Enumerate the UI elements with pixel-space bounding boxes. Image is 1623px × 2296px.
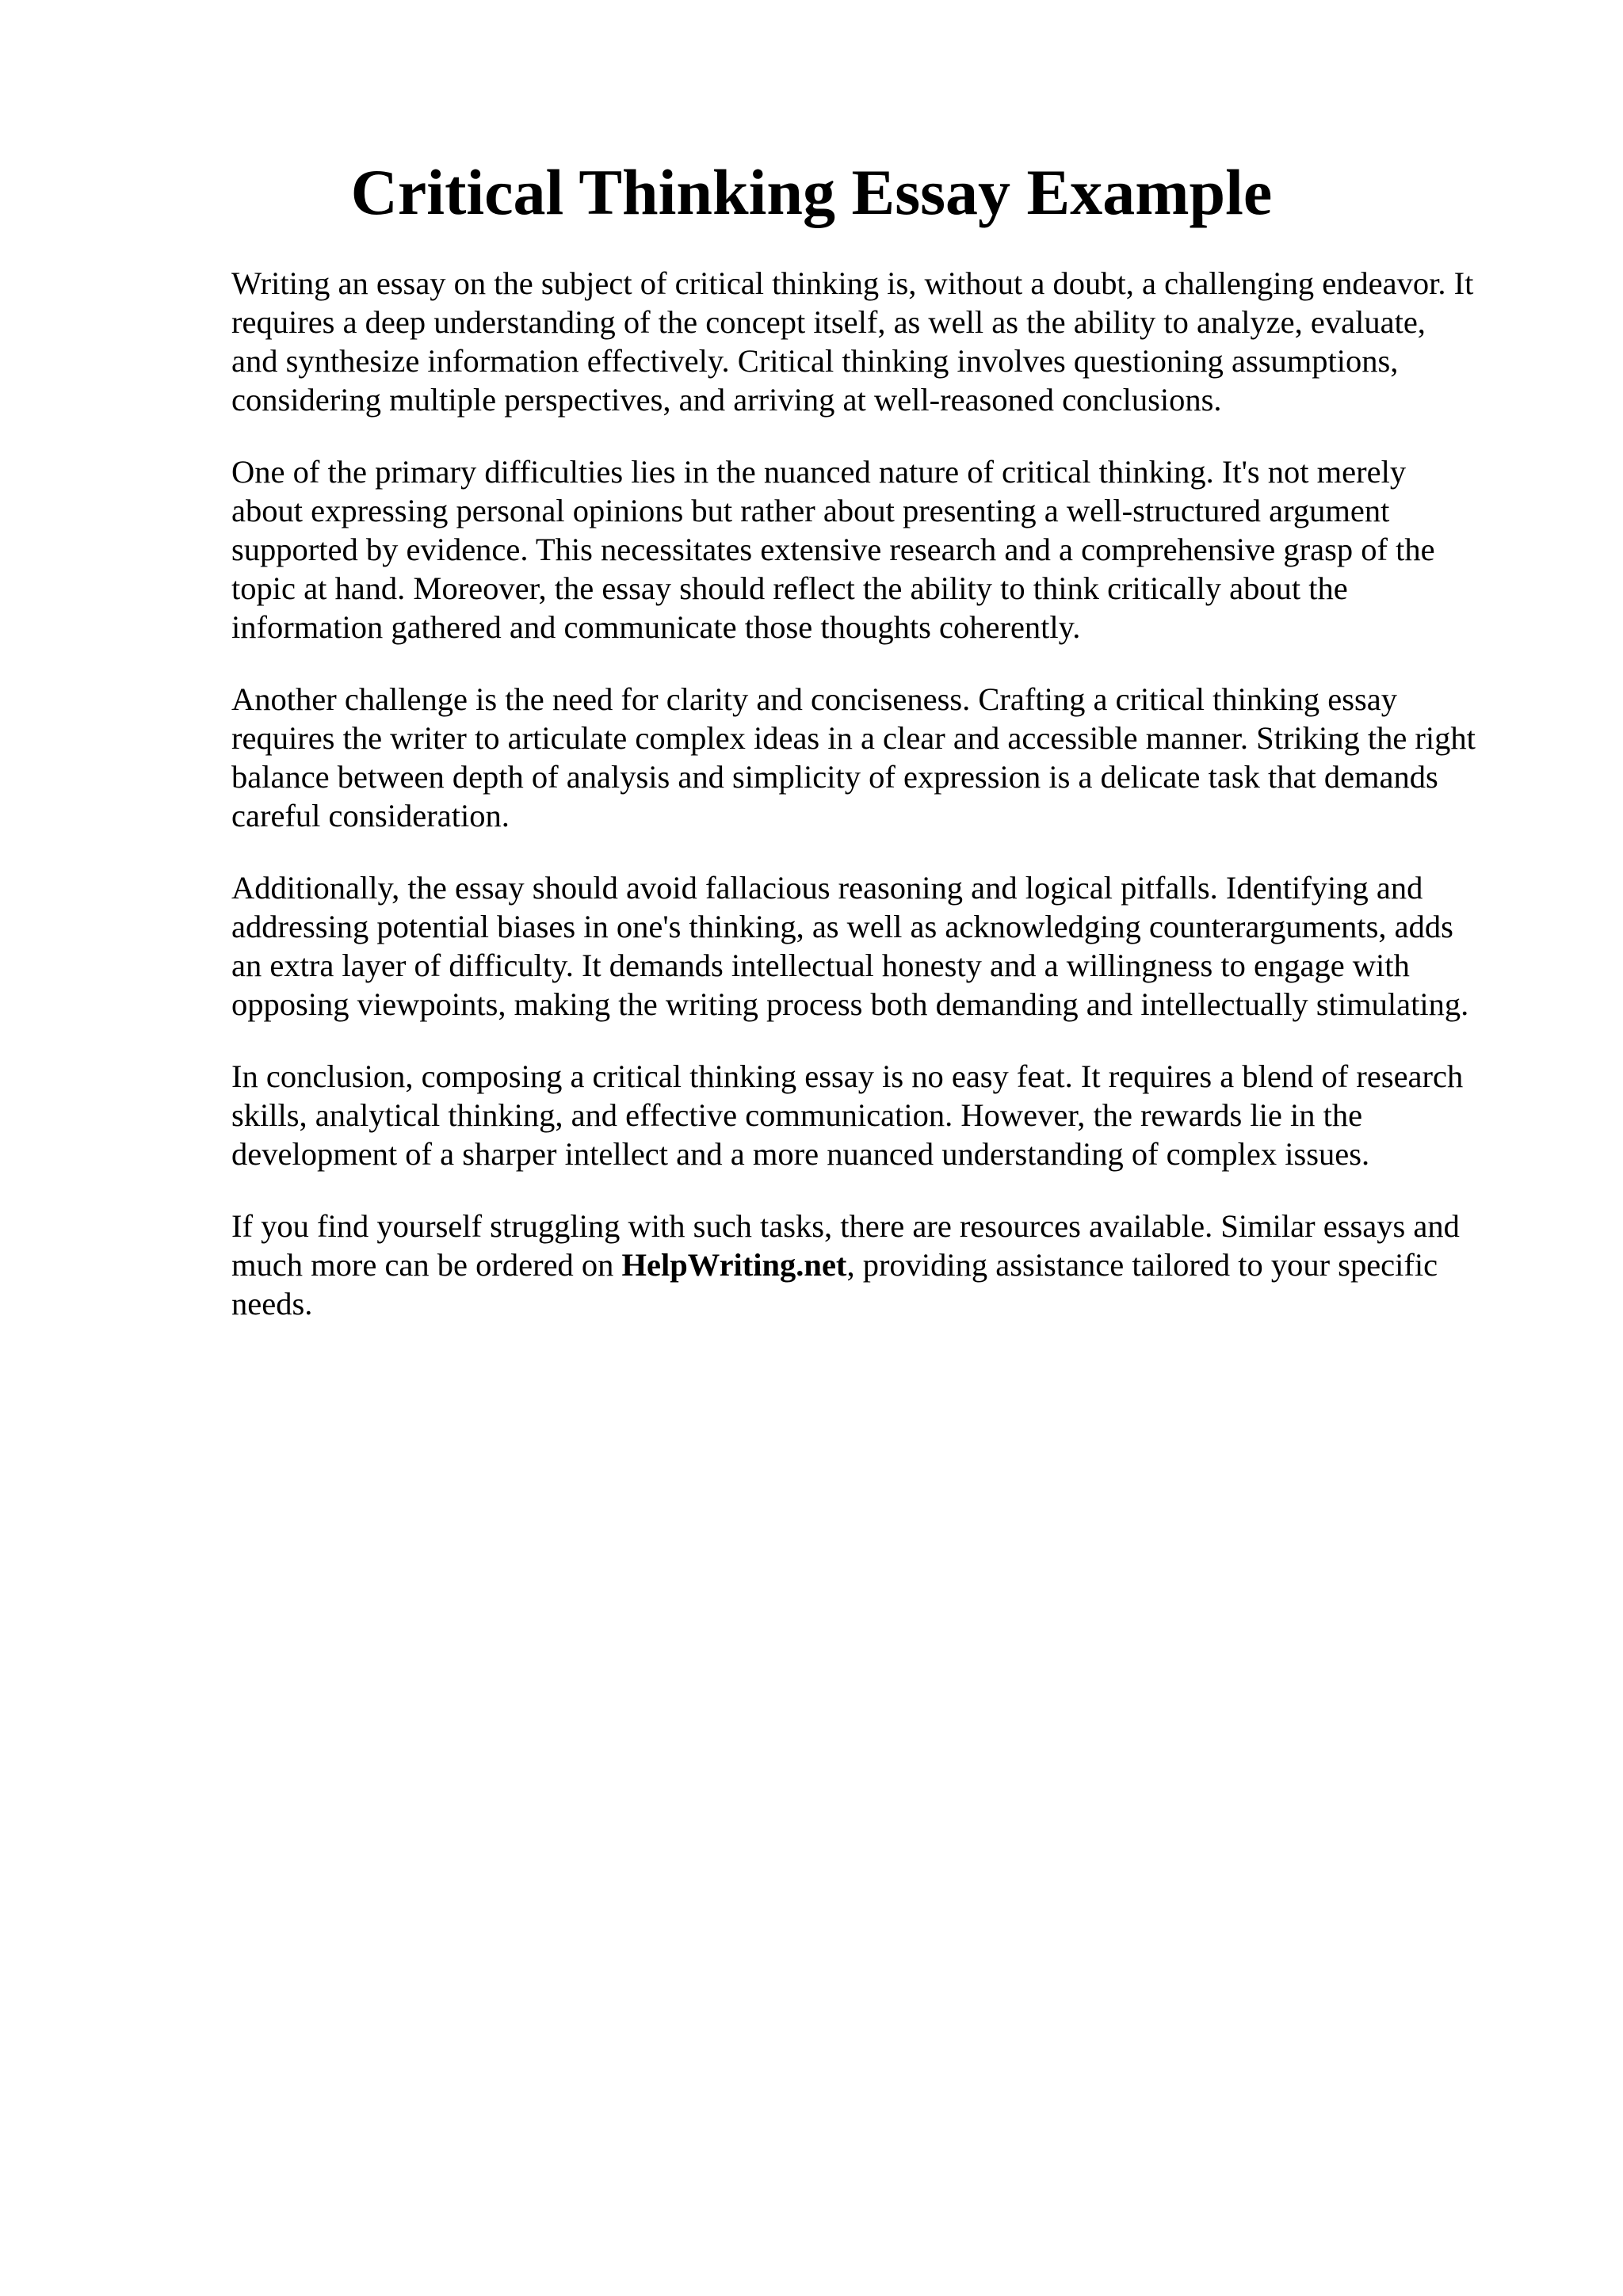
text-line: supported by evidence. This necessitates extensive research and a comprehensive grasp of the (231, 532, 1435, 567)
paragraph-2 (231, 452, 1515, 646)
page-title: Critical Thinking Essay Example (350, 156, 1273, 228)
paragraph-3 (231, 680, 1515, 835)
text-line: about expressing personal opinions but rather about presenting a well-structured argument (231, 493, 1390, 528)
text-line: requires a deep understanding of the concept itself, as well as the ability to analyze, evaluate, (231, 304, 1426, 340)
text-line: an extra layer of difficulty. It demands intellectual honesty and a willingness to engage with (231, 948, 1410, 983)
text-line: balance between depth of analysis and simplicity of expression is a delicate task that demands (231, 759, 1438, 795)
text-line: careful consideration. (231, 798, 510, 833)
paragraph-5 (231, 1057, 1515, 1173)
text-segment: much more can be ordered on (231, 1247, 622, 1283)
text-line: addressing potential biases in one's thinking, as well as acknowledging counterarguments, adds (231, 909, 1453, 944)
text-line: opposing viewpoints, making the writing process both demanding and intellectually stimulating. (231, 986, 1469, 1022)
text-line: skills, analytical thinking, and effective communication. However, the rewards lie in the (231, 1097, 1363, 1133)
text-line: information gathered and communicate those thoughts coherently. (231, 609, 1081, 645)
essay-body (231, 264, 1515, 1356)
text-line: topic at hand. Moreover, the essay should reflect the ability to think critically about the (231, 570, 1348, 606)
text-line: One of the primary difficulties lies in the nuanced nature of critical thinking. It's not merely (231, 454, 1407, 490)
text-line-with-link (231, 1245, 1515, 1284)
text-line: Writing an essay on the subject of critical thinking is, without a doubt, a challenging endeavor. It (231, 265, 1474, 301)
text-line: Another challenge is the need for clarity and conciseness. Crafting a critical thinking essay (231, 681, 1397, 717)
paragraph-4 (231, 868, 1515, 1024)
text-line: Additionally, the essay should avoid fallacious reasoning and logical pitfalls. Identifying and (231, 870, 1423, 906)
text-line: development of a sharper intellect and a more nuanced understanding of complex issues. (231, 1136, 1370, 1172)
text-segment: , providing assistance tailored to your specific (846, 1247, 1438, 1283)
paragraph-1 (231, 264, 1515, 419)
text-line: and synthesize information effectively. Critical thinking involves questioning assumptions, (231, 343, 1399, 379)
text-line: In conclusion, composing a critical thinking essay is no easy feat. It requires a blend of research (231, 1058, 1464, 1094)
helpwriting-link[interactable]: HelpWriting.net (621, 1247, 847, 1283)
text-line: needs. (231, 1286, 313, 1322)
text-line: requires the writer to articulate complex ideas in a clear and accessible manner. Striking the right (231, 720, 1476, 756)
text-line: If you find yourself struggling with such tasks, there are resources available. Similar essays and (231, 1208, 1460, 1244)
closing-paragraph (231, 1207, 1515, 1323)
text-line: considering multiple perspectives, and arriving at well-reasoned conclusions. (231, 382, 1222, 418)
